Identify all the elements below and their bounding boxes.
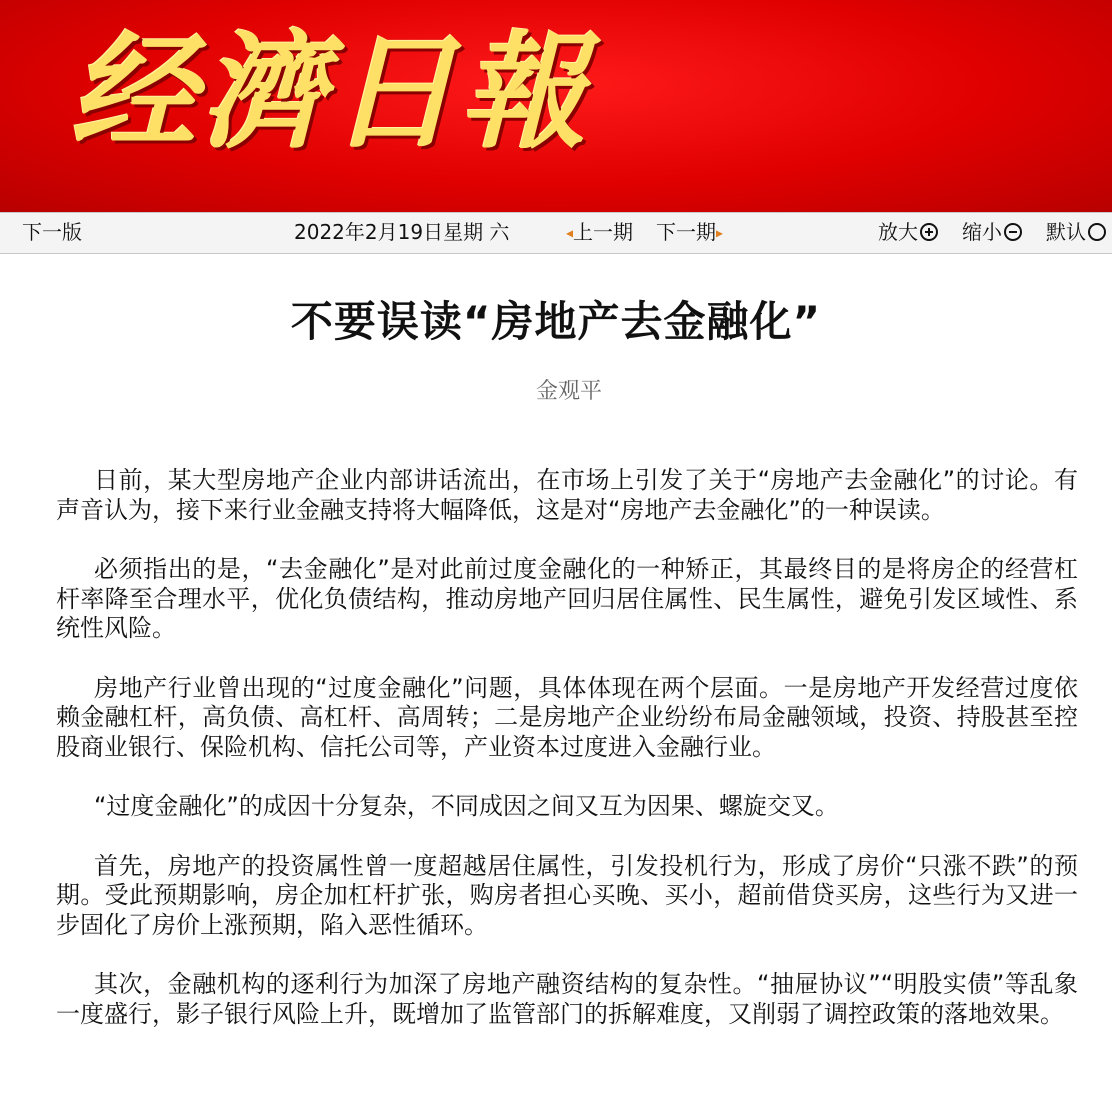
right-arrow-icon: ▸: [716, 225, 724, 242]
zoom-in-button[interactable]: [878, 219, 938, 245]
paragraph: “过度金融化”的成因十分复杂，不同成因之间又互为因果、螺旋交叉。: [94, 792, 839, 820]
article-author: 金观平: [535, 379, 602, 404]
circle-icon: [1088, 223, 1106, 241]
masthead: [0, 0, 1112, 212]
paragraph: 日前，某大型房地产企业内部讲话流出，在市场上引发了关于“房地产去金融化”的讨论。有声音认为，接下来行业金融支持将大幅降低，这是对“房地产去金融化”的一种误读。: [56, 466, 1078, 524]
paragraph: 首先，房地产的投资属性曾一度超越居住属性，引发投机行为，形成了房价“只涨不跌”的预期。受此预期影响，房企加杠杆扩张，购房者担心买晚、买小，超前借贷买房，这些行为又进一步固化了房价上涨预期，陷入恶性循环。: [56, 851, 1078, 939]
newspaper-logo: 经濟日報: [70, 18, 590, 166]
zoom-in-label: 放大: [878, 220, 918, 244]
prev-issue-label: 上一期: [573, 220, 634, 244]
zoom-default-label: 默认: [1046, 220, 1086, 244]
zoom-out-label: 缩小: [962, 220, 1002, 244]
paragraph: 必须指出的是，“去金融化”是对此前过度金融化的一种矫正，其最终目的是将房企的经营杠杆率降至合理水平，优化负债结构，推动房地产回归居住属性、民生属性，避免引发区域性、系统性风险。: [56, 555, 1078, 642]
next-issue-link[interactable]: [656, 219, 723, 247]
zoom-default-button[interactable]: [1046, 219, 1106, 245]
zoom-out-button[interactable]: [962, 219, 1022, 245]
paragraph: 房地产行业曾出现的“过度金融化”问题，具体体现在两个层面。一是房地产开发经营过度依赖金融杠杆，高负债、高杠杆、高周转；二是房地产企业纷纷布局金融领域，投资、持股甚至控股商业银行、保险机构、信托公司等，产业资本过度进入金融行业。: [56, 673, 1078, 761]
next-edition-link[interactable]: 下一版: [22, 220, 82, 244]
toolbar: [0, 212, 1112, 254]
plus-circle-icon: [920, 223, 938, 241]
article-body: [56, 466, 1078, 1059]
next-issue-label: 下一期: [656, 220, 716, 244]
article-headline: 不要误读“房地产去金融化”: [290, 297, 822, 346]
left-arrow-icon: ◂: [566, 225, 574, 242]
paragraph: 其次，金融机构的逐利行为加深了房地产融资结构的复杂性。“抽屉协议”“明股实债”等乱象一度盛行，影子银行风险上升，既增加了监管部门的拆解难度，又削弱了调控政策的落地效果。: [56, 970, 1078, 1028]
issue-date: 2022年2月19日星期 六: [294, 220, 510, 244]
minus-circle-icon: [1004, 223, 1022, 241]
prev-issue-link[interactable]: [566, 219, 633, 247]
